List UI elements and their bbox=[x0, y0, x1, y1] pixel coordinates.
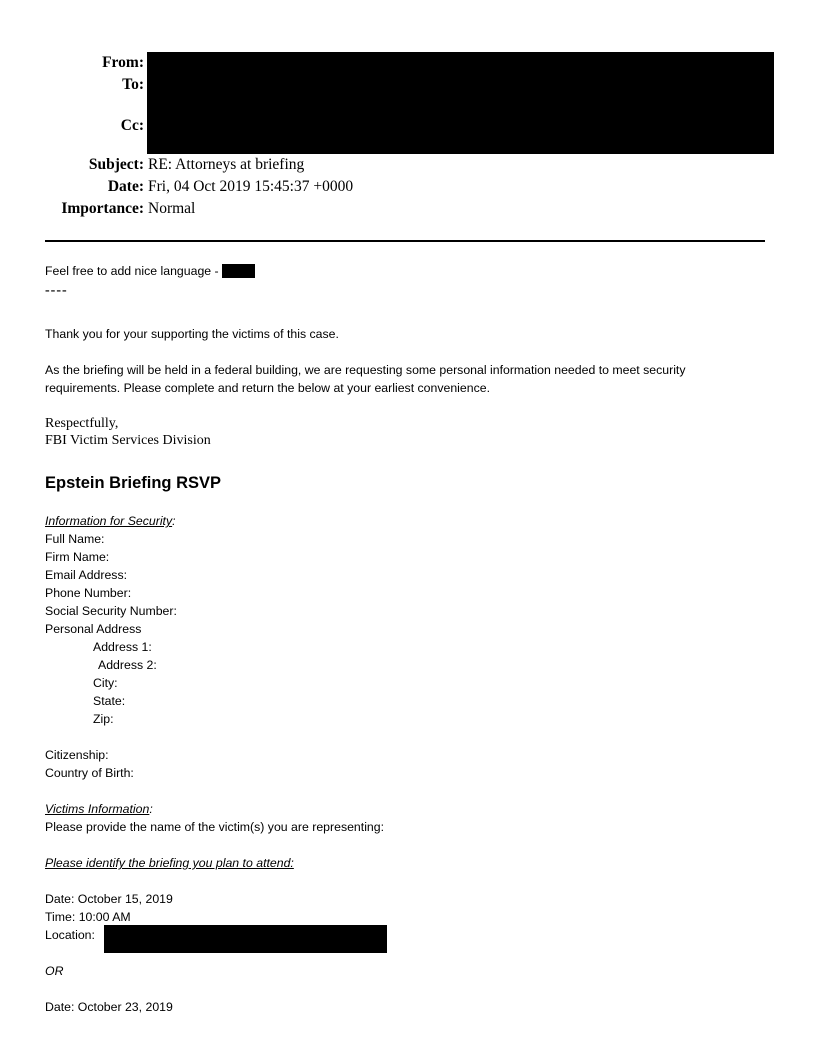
recipients-redaction bbox=[147, 52, 774, 154]
victims-heading bbox=[45, 800, 153, 818]
note-text: Feel free to add nice language - bbox=[45, 264, 219, 278]
field-city: City: bbox=[93, 676, 118, 690]
date-value: Fri, 04 Oct 2019 15:45:37 +0000 bbox=[148, 178, 354, 195]
signature: FBI Victim Services Division bbox=[45, 433, 211, 448]
option1-date: Date: October 15, 2019 bbox=[45, 892, 173, 906]
thanks-line: Thank you for your supporting the victims of this case. bbox=[45, 327, 339, 341]
field-personal-address: Personal Address bbox=[45, 622, 142, 636]
field-state: State: bbox=[93, 694, 126, 708]
date-label: Date: bbox=[107, 178, 144, 195]
from-label: From: bbox=[102, 54, 144, 71]
subject-value: RE: Attorneys at briefing bbox=[148, 156, 305, 173]
security-heading bbox=[45, 512, 176, 530]
field-address2: Address 2: bbox=[98, 658, 157, 672]
option1-time: Time: 10:00 AM bbox=[45, 910, 131, 924]
request-line-2: requirements. Please complete and return the below at your earliest convenience. bbox=[45, 381, 490, 395]
field-zip: Zip: bbox=[93, 712, 114, 726]
option2-date: Date: October 23, 2019 bbox=[45, 1000, 173, 1014]
form-title: Epstein Briefing RSVP bbox=[45, 474, 222, 492]
security-heading-text: Information for Security bbox=[45, 514, 173, 528]
name-redaction bbox=[222, 264, 255, 278]
victims-prompt: Please provide the name of the victim(s) you are representing: bbox=[45, 820, 385, 834]
victims-heading-text: Victims Information bbox=[45, 802, 150, 816]
importance-label: Importance: bbox=[61, 200, 144, 217]
option1-location: Location: bbox=[45, 928, 95, 942]
subject-label: Subject: bbox=[88, 156, 144, 173]
security-heading-colon: : bbox=[172, 514, 176, 528]
field-firm-name: Firm Name: bbox=[45, 550, 110, 564]
field-full-name: Full Name: bbox=[45, 532, 105, 546]
field-email: Email Address: bbox=[45, 568, 128, 582]
field-country-of-birth: Country of Birth: bbox=[45, 766, 134, 780]
victims-heading-colon: : bbox=[149, 802, 153, 816]
cc-label: Cc: bbox=[120, 117, 144, 134]
briefing-heading: Please identify the briefing you plan to attend: bbox=[45, 856, 294, 870]
field-phone: Phone Number: bbox=[45, 586, 132, 600]
header-divider bbox=[45, 240, 765, 242]
note-line bbox=[45, 262, 255, 280]
field-citizenship: Citizenship: bbox=[45, 748, 109, 762]
to-label: To: bbox=[122, 76, 144, 93]
importance-value: Normal bbox=[148, 200, 196, 217]
location-redaction bbox=[104, 925, 387, 953]
or-text: OR bbox=[45, 964, 64, 978]
request-line-1: As the briefing will be held in a federal building, we are requesting some personal information needed to meet security bbox=[45, 363, 686, 377]
field-ssn: Social Security Number: bbox=[45, 604, 177, 618]
field-address1: Address 1: bbox=[93, 640, 152, 654]
separator: ---- bbox=[45, 283, 68, 298]
signoff: Respectfully, bbox=[45, 416, 119, 431]
